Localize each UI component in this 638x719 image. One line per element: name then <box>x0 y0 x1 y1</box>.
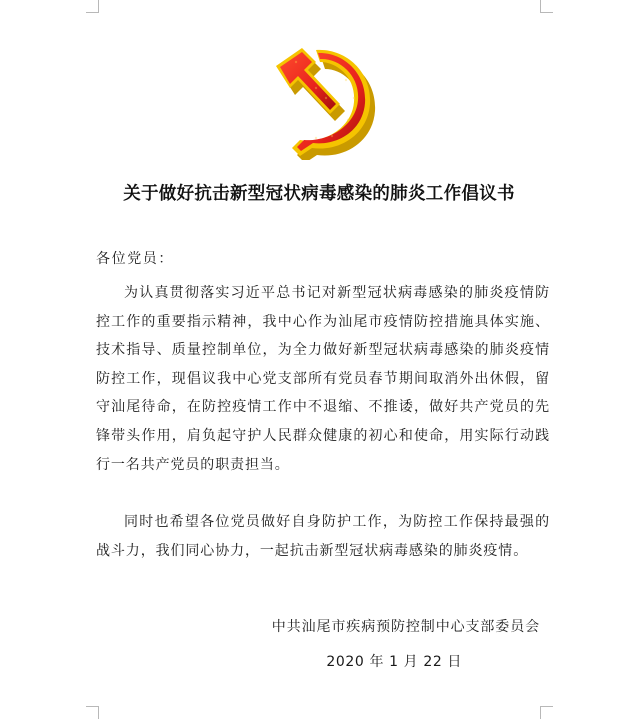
body-paragraph-1: 为认真贯彻落实习近平总书记对新型冠状病毒感染的肺炎疫情防控工作的重要指示精神，我中心作为汕尾市疫情防控措施具体实施、技术指导、质量控制单位，为全力做好新型冠状病毒感染的肺炎疫情防控工作，现倡议我中心党支部所有党员春节期间取消外出休假，留守汕尾待命，在防控疫情工作中不退缩、不推诿，做好共产党员的先锋带头作用，肩负起守护人民群众健康的初心和使命，用实际行动践行一名共产党员的职责担当。 <box>96 285 550 473</box>
crop-mark-bottom-left <box>86 706 99 719</box>
body-paragraph-2: 同时也希望各位党员做好自身防护工作，为防控工作保持最强的战斗力，我们同心协力，一起抗击新型冠状病毒感染的肺炎疫情。 <box>96 514 550 559</box>
crop-mark-top-left <box>86 0 99 13</box>
crop-mark-top-right <box>540 0 553 13</box>
document-date: 2020 年 1 月 22 日 <box>326 654 462 670</box>
document-title: 关于做好抗击新型冠状病毒感染的肺炎工作倡议书 <box>123 184 515 204</box>
salutation: 各位党员： <box>96 251 174 267</box>
crop-mark-bottom-right <box>540 706 553 719</box>
signature: 中共汕尾市疾病预防控制中心支部委员会 <box>271 619 540 635</box>
hammer-and-sickle-emblem-icon <box>256 40 386 160</box>
